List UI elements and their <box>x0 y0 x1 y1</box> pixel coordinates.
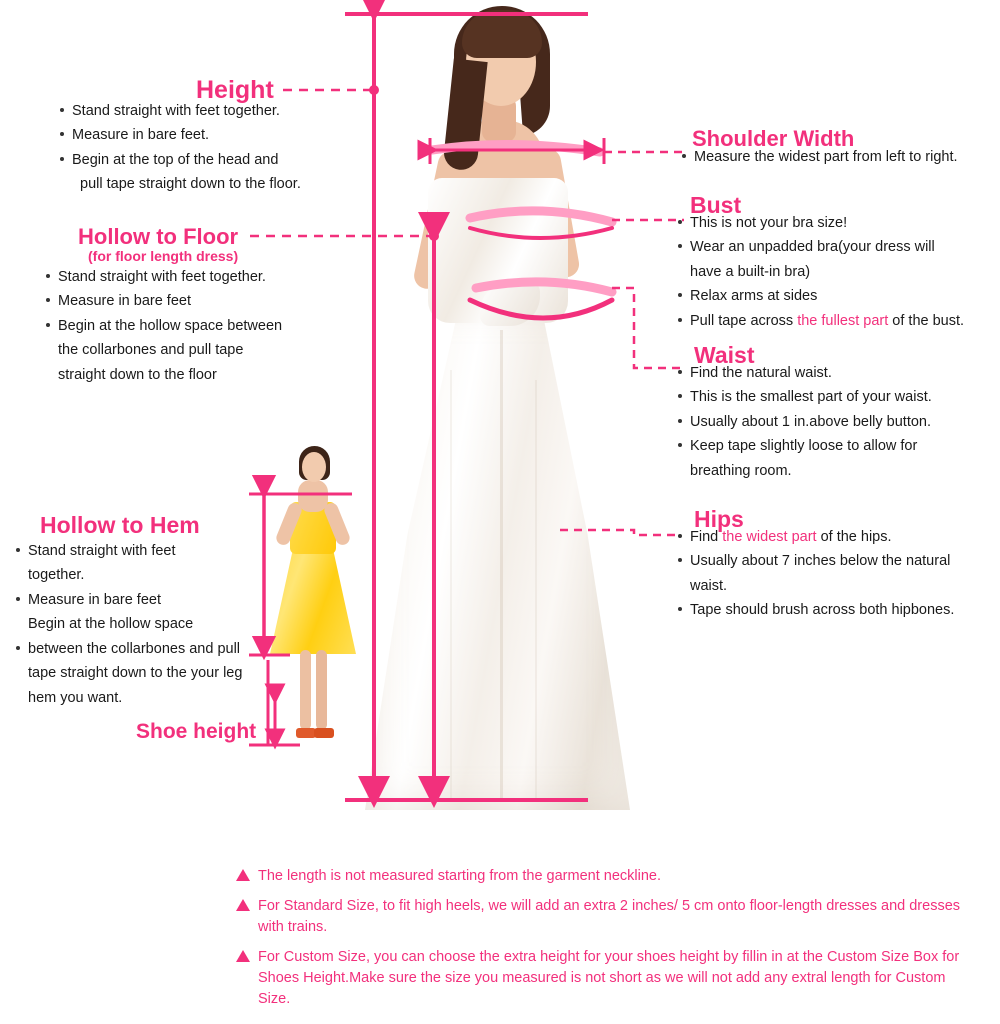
bullet: between the collarbones and pull <box>14 638 254 660</box>
note-text: For Standard Size, to fit high heels, we will add an extra 2 inches/ 5 cm onto floor-length dresses and dresses with trains. <box>258 898 961 936</box>
text: of the hips. <box>816 529 892 545</box>
gown-fold <box>450 370 452 800</box>
mini-skirt <box>270 544 356 654</box>
hollow-to-floor-subheading: (for floor length dress) <box>88 248 239 264</box>
bust-bullets <box>676 212 1000 334</box>
bullet: Tape should brush across both hipbones. <box>676 599 998 621</box>
waist-bullets <box>676 362 996 484</box>
footer-note <box>236 896 976 938</box>
mini-left-shoe <box>296 728 316 738</box>
bullet-cont: together. <box>28 567 85 584</box>
bullet: Measure the widest part from left to right. <box>680 146 1000 168</box>
bullet-fullest-part <box>676 310 1000 332</box>
bullet-cont: tape straight down to the your leg <box>28 665 243 682</box>
gown-skirt <box>365 300 630 810</box>
footer-note <box>236 866 976 887</box>
bullet: Measure in bare feet. <box>58 124 358 146</box>
bullet: Measure in bare feet <box>14 589 254 611</box>
note-text: For Custom Size, you can choose the extra height for your shoes height by fillin in at the Custom Size Box for Shoes Height.Make sure the size you measured is not short as we will not add any extral length for Custom Size. <box>258 949 960 1008</box>
hips-bullets <box>676 526 998 624</box>
shoulder-width-bullets <box>680 146 1000 170</box>
height-bullets <box>58 100 358 198</box>
bullet-cont: Begin at the hollow space <box>28 616 194 633</box>
emphasis: the fullest part <box>797 312 889 329</box>
bust-heading: Bust <box>690 192 742 218</box>
shoe-height-heading: Shoe height <box>136 720 257 743</box>
mini-right-leg <box>316 650 327 730</box>
hair-fringe <box>462 10 542 58</box>
note-text: The length is not measured starting from the garment neckline. <box>258 868 661 884</box>
hollow-to-hem-bullets <box>14 540 254 711</box>
bride-illustration <box>330 0 660 815</box>
bullet: Find the natural waist. <box>676 362 996 384</box>
footer-note <box>236 947 976 1010</box>
gown-fold <box>535 380 537 800</box>
yellow-dress-illustration <box>258 440 368 750</box>
bullet-cont: the collarbones and pull tape <box>58 342 244 359</box>
hollow-to-floor-heading: Hollow to Floor <box>78 224 239 249</box>
gown-fold <box>500 330 503 800</box>
waist-heading: Waist <box>694 342 755 368</box>
shoulder-width-heading: Shoulder Width <box>692 126 855 151</box>
emphasis: the widest part <box>722 529 817 545</box>
bullet: Stand straight with feet together. <box>44 266 354 288</box>
height-heading: Height <box>196 76 274 104</box>
warning-triangle-icon <box>236 899 250 911</box>
bullet: Begin at the top of the head and <box>58 149 358 171</box>
text: Find <box>690 529 723 545</box>
footer-notes <box>236 866 976 1019</box>
bullet-cont: breathing room. <box>690 462 792 479</box>
text: of the bust. <box>888 312 965 329</box>
hollow-to-hem-heading: Hollow to Hem <box>40 512 200 538</box>
hips-heading: Hips <box>694 506 744 532</box>
warning-triangle-icon <box>236 869 250 881</box>
hollow-to-floor-bullets <box>44 266 354 388</box>
bullet: Keep tape slightly loose to allow for <box>676 435 996 457</box>
bullet: This is not your bra size! <box>676 212 1000 234</box>
bullet: Begin at the hollow space between <box>44 315 354 337</box>
mini-right-shoe <box>314 728 334 738</box>
bullet-widest-part <box>676 526 998 548</box>
bullet: Usually about 1 in.above belly button. <box>676 411 996 433</box>
bullet: Stand straight with feet <box>14 540 254 562</box>
bullet-cont: waist. <box>690 577 728 594</box>
bullet-cont: hem you want. <box>28 689 123 706</box>
bullet-cont: pull tape straight down to the floor. <box>80 176 301 193</box>
bullet: Usually about 7 inches below the natural <box>676 550 998 572</box>
warning-triangle-icon <box>236 950 250 962</box>
bullet-cont: straight down to the floor <box>58 366 217 383</box>
text: Pull tape across <box>690 312 798 329</box>
bullet: Measure in bare feet <box>44 290 354 312</box>
bullet: Stand straight with feet together. <box>58 100 358 122</box>
mini-left-leg <box>300 650 311 730</box>
bullet: This is the smallest part of your waist. <box>676 386 996 408</box>
mini-head <box>302 452 326 482</box>
bullet: Wear an unpadded bra(your dress will <box>676 236 1000 258</box>
bullet-cont: have a built-in bra) <box>690 263 811 280</box>
bullet: Relax arms at sides <box>676 285 1000 307</box>
